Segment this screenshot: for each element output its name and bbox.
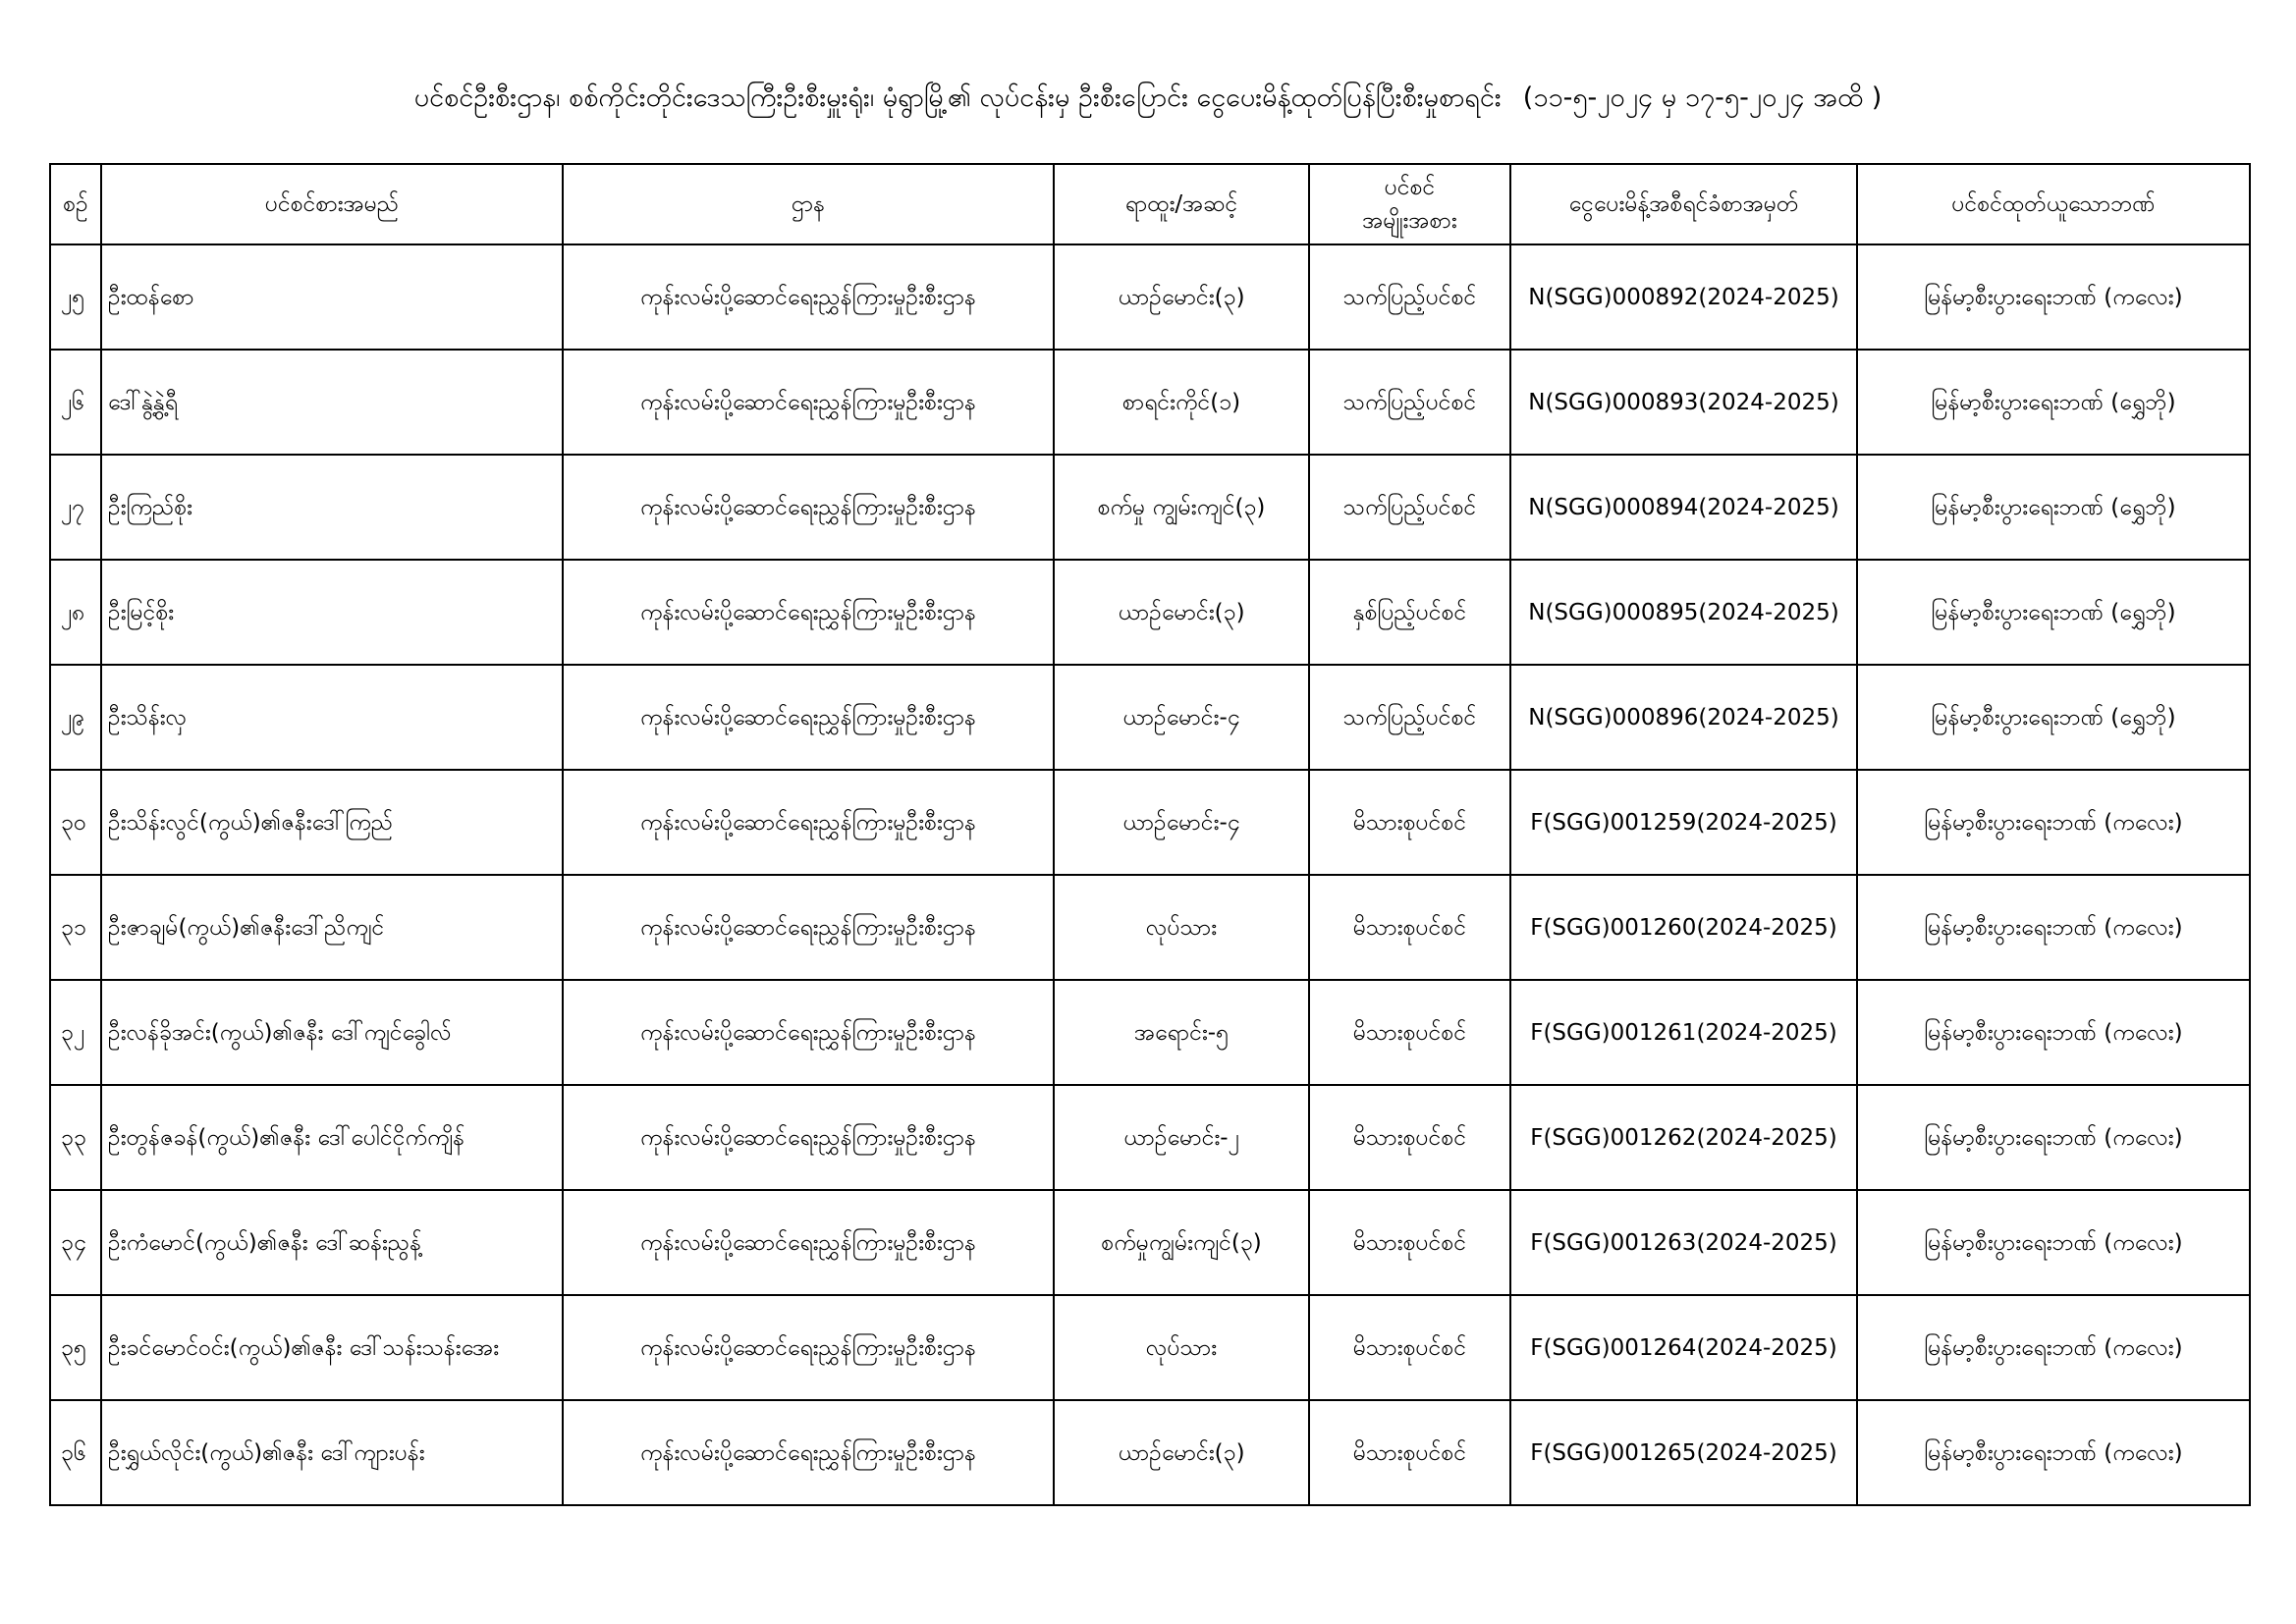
- cell-type: သက်ပြည့်ပင်စင်: [1309, 665, 1510, 770]
- cell-order-no: F(SGG)001260(2024-2025): [1510, 875, 1857, 980]
- table-row: [50, 1295, 2250, 1400]
- title-text: ပင်စင်ဦးစီးဌာန၊ စစ်ကိုင်းတိုင်းဒေသကြီးဦးစီးမှူးရုံး၊ မုံရွာမြို့၏ လုပ်ငန်းမှ ဦးစီးပြောင်း ငွေပေးမိန့်ထုတ်ပြန်ပြီးစီးမှုစာရင်း: [413, 82, 1502, 113]
- cell-department: ကုန်းလမ်းပို့ဆောင်ရေးညွှန်ကြားမှုဦးစီးဌာန: [563, 770, 1054, 875]
- cell-name: ဦးသိန်းလှ: [101, 665, 563, 770]
- table-row: [50, 1190, 2250, 1295]
- cell-type: နှစ်ပြည့်ပင်စင်: [1309, 560, 1510, 665]
- cell-department: ကုန်းလမ်းပို့ဆောင်ရေးညွှန်ကြားမှုဦးစီးဌာန: [563, 1085, 1054, 1190]
- cell-order-no: N(SGG)000895(2024-2025): [1510, 560, 1857, 665]
- cell-order-no: F(SGG)001259(2024-2025): [1510, 770, 1857, 875]
- header-name: ပင်စင်စားအမည်: [101, 164, 563, 244]
- cell-name: ဒေါ်နွဲ့နွဲ့ရီ: [101, 350, 563, 455]
- cell-department: ကုန်းလမ်းပို့ဆောင်ရေးညွှန်ကြားမှုဦးစီးဌာန: [563, 455, 1054, 560]
- cell-name: ဦးဇာချမ်(ကွယ်)၏ဇနီးဒေါ်ညိကျင်: [101, 875, 563, 980]
- cell-name: ဦးခင်မောင်ဝင်း(ကွယ်)၏ဇနီး ဒေါ်သန်းသန်းအေး: [101, 1295, 563, 1400]
- cell-no: ၃၂: [50, 980, 101, 1085]
- cell-no: ၃၃: [50, 1085, 101, 1190]
- table-row: [50, 665, 2250, 770]
- cell-order-no: N(SGG)000896(2024-2025): [1510, 665, 1857, 770]
- cell-name: ဦးသိန်းလွင်(ကွယ်)၏ဇနီးဒေါ်ကြည်: [101, 770, 563, 875]
- table-row: [50, 1400, 2250, 1505]
- cell-bank: မြန်မာ့စီးပွားရေးဘဏ် (ကလေး): [1857, 1190, 2250, 1295]
- table-row: [50, 244, 2250, 350]
- cell-department: ကုန်းလမ်းပို့ဆောင်ရေးညွှန်ကြားမှုဦးစီးဌာန: [563, 980, 1054, 1085]
- cell-no: ၃၀: [50, 770, 101, 875]
- cell-type: မိသားစုပင်စင်: [1309, 875, 1510, 980]
- cell-department: ကုန်းလမ်းပို့ဆောင်ရေးညွှန်ကြားမှုဦးစီးဌာန: [563, 244, 1054, 350]
- cell-name: ဦးကံမောင်(ကွယ်)၏ဇနီး ဒေါ်ဆန်းညွန့်: [101, 1190, 563, 1295]
- cell-type: မိသားစုပင်စင်: [1309, 770, 1510, 875]
- cell-order-no: N(SGG)000894(2024-2025): [1510, 455, 1857, 560]
- header-no: စဉ်: [50, 164, 101, 244]
- cell-department: ကုန်းလမ်းပို့ဆောင်ရေးညွှန်ကြားမှုဦးစီးဌာန: [563, 1190, 1054, 1295]
- cell-type: မိသားစုပင်စင်: [1309, 1295, 1510, 1400]
- cell-bank: မြန်မာ့စီးပွားရေးဘဏ် (ကလေး): [1857, 875, 2250, 980]
- table-row: [50, 980, 2250, 1085]
- header-order-no: ငွေပေးမိန့်အစီရင်ခံစာအမှတ်: [1510, 164, 1857, 244]
- header-bank: ပင်စင်ထုတ်ယူသောဘဏ်: [1857, 164, 2250, 244]
- cell-rank: ယာဉ်မောင်း-၂: [1054, 1085, 1309, 1190]
- cell-no: ၂၉: [50, 665, 101, 770]
- cell-no: ၃၁: [50, 875, 101, 980]
- cell-type: သက်ပြည့်ပင်စင်: [1309, 455, 1510, 560]
- cell-rank: စက်မှုကျွမ်းကျင်(၃): [1054, 1190, 1309, 1295]
- table-row: [50, 1085, 2250, 1190]
- table-header: [50, 164, 2250, 244]
- cell-bank: မြန်မာ့စီးပွားရေးဘဏ် (ရွှေဘို): [1857, 560, 2250, 665]
- cell-rank: ယာဉ်မောင်း-၄: [1054, 665, 1309, 770]
- cell-name: ဦးလန်ခိုအင်း(ကွယ်)၏ဇနီး ဒေါ်ကျင်ခွေါလ်: [101, 980, 563, 1085]
- cell-department: ကုန်းလမ်းပို့ဆောင်ရေးညွှန်ကြားမှုဦးစီးဌာန: [563, 1295, 1054, 1400]
- cell-bank: မြန်မာ့စီးပွားရေးဘဏ် (ရွှေဘို): [1857, 665, 2250, 770]
- table-row: [50, 455, 2250, 560]
- cell-bank: မြန်မာ့စီးပွားရေးဘဏ် (ရွှေဘို): [1857, 350, 2250, 455]
- cell-department: ကုန်းလမ်းပို့ဆောင်ရေးညွှန်ကြားမှုဦးစီးဌာန: [563, 665, 1054, 770]
- cell-rank: ယာဉ်မောင်း(၃): [1054, 244, 1309, 350]
- header-department: ဌာန: [563, 164, 1054, 244]
- cell-rank: အရောင်း-၅: [1054, 980, 1309, 1085]
- cell-no: ၃၆: [50, 1400, 101, 1505]
- cell-rank: ယာဉ်မောင်း(၃): [1054, 560, 1309, 665]
- cell-name: ဦးတွန်ဇခန်(ကွယ်)၏ဇနီး ဒေါ်ပေါင်ငိုက်ကျိန်: [101, 1085, 563, 1190]
- cell-name: ဦးကြည်စိုး: [101, 455, 563, 560]
- cell-name: ဦးမြင့်စိုး: [101, 560, 563, 665]
- cell-rank: လုပ်သား: [1054, 875, 1309, 980]
- cell-order-no: F(SGG)001261(2024-2025): [1510, 980, 1857, 1085]
- cell-type: သက်ပြည့်ပင်စင်: [1309, 244, 1510, 350]
- table-row: [50, 875, 2250, 980]
- cell-department: ကုန်းလမ်းပို့ဆောင်ရေးညွှန်ကြားမှုဦးစီးဌာန: [563, 560, 1054, 665]
- cell-bank: မြန်မာ့စီးပွားရေးဘဏ် (ကလေး): [1857, 244, 2250, 350]
- cell-department: ကုန်းလမ်းပို့ဆောင်ရေးညွှန်ကြားမှုဦးစီးဌာန: [563, 875, 1054, 980]
- date-range: (၁၁-၅-၂၀၂၄ မှ ၁၇-၅-၂၀၂၄ အထိ ): [1522, 82, 1883, 113]
- table-row: [50, 560, 2250, 665]
- page-title: [0, 79, 2296, 118]
- cell-bank: မြန်မာ့စီးပွားရေးဘဏ် (ကလေး): [1857, 770, 2250, 875]
- cell-order-no: N(SGG)000893(2024-2025): [1510, 350, 1857, 455]
- cell-bank: မြန်မာ့စီးပွားရေးဘဏ် (ကလေး): [1857, 980, 2250, 1085]
- cell-bank: မြန်မာ့စီးပွားရေးဘဏ် (ကလေး): [1857, 1085, 2250, 1190]
- cell-bank: မြန်မာ့စီးပွားရေးဘဏ် (ကလေး): [1857, 1295, 2250, 1400]
- cell-no: ၂၅: [50, 244, 101, 350]
- cell-type: သက်ပြည့်ပင်စင်: [1309, 350, 1510, 455]
- cell-no: ၂၇: [50, 455, 101, 560]
- header-rank: ရာထူး/အဆင့်: [1054, 164, 1309, 244]
- header-type-line2: အမျိုးအစား: [1362, 208, 1457, 234]
- cell-no: ၂၆: [50, 350, 101, 455]
- header-type: [1309, 164, 1510, 244]
- cell-rank: လုပ်သား: [1054, 1295, 1309, 1400]
- cell-type: မိသားစုပင်စင်: [1309, 1190, 1510, 1295]
- cell-department: ကုန်းလမ်းပို့ဆောင်ရေးညွှန်ကြားမှုဦးစီးဌာန: [563, 1400, 1054, 1505]
- cell-name: ဦးရွှယ်လိုင်း(ကွယ်)၏ဇနီး ဒေါ်ကျားပန်း: [101, 1400, 563, 1505]
- pension-table: [49, 163, 2251, 1506]
- header-row: [50, 164, 2250, 244]
- cell-rank: စက်မှု ကျွမ်းကျင်(၃): [1054, 455, 1309, 560]
- cell-order-no: F(SGG)001262(2024-2025): [1510, 1085, 1857, 1190]
- cell-name: ဦးထန်စော: [101, 244, 563, 350]
- cell-order-no: N(SGG)000892(2024-2025): [1510, 244, 1857, 350]
- table-row: [50, 770, 2250, 875]
- cell-no: ၃၅: [50, 1295, 101, 1400]
- cell-order-no: F(SGG)001265(2024-2025): [1510, 1400, 1857, 1505]
- cell-type: မိသားစုပင်စင်: [1309, 980, 1510, 1085]
- cell-rank: စာရင်းကိုင်(၁): [1054, 350, 1309, 455]
- table-row: [50, 350, 2250, 455]
- cell-type: မိသားစုပင်စင်: [1309, 1085, 1510, 1190]
- cell-rank: ယာဉ်မောင်း-၄: [1054, 770, 1309, 875]
- cell-bank: မြန်မာ့စီးပွားရေးဘဏ် (ကလေး): [1857, 1400, 2250, 1505]
- cell-rank: ယာဉ်မောင်း(၃): [1054, 1400, 1309, 1505]
- cell-bank: မြန်မာ့စီးပွားရေးဘဏ် (ရွှေဘို): [1857, 455, 2250, 560]
- header-type-line1: ပင်စင်: [1384, 175, 1436, 200]
- cell-order-no: F(SGG)001264(2024-2025): [1510, 1295, 1857, 1400]
- cell-type: မိသားစုပင်စင်: [1309, 1400, 1510, 1505]
- cell-no: ၃၄: [50, 1190, 101, 1295]
- table-body: [50, 244, 2250, 1505]
- cell-no: ၂၈: [50, 560, 101, 665]
- cell-order-no: F(SGG)001263(2024-2025): [1510, 1190, 1857, 1295]
- cell-department: ကုန်းလမ်းပို့ဆောင်ရေးညွှန်ကြားမှုဦးစီးဌာန: [563, 350, 1054, 455]
